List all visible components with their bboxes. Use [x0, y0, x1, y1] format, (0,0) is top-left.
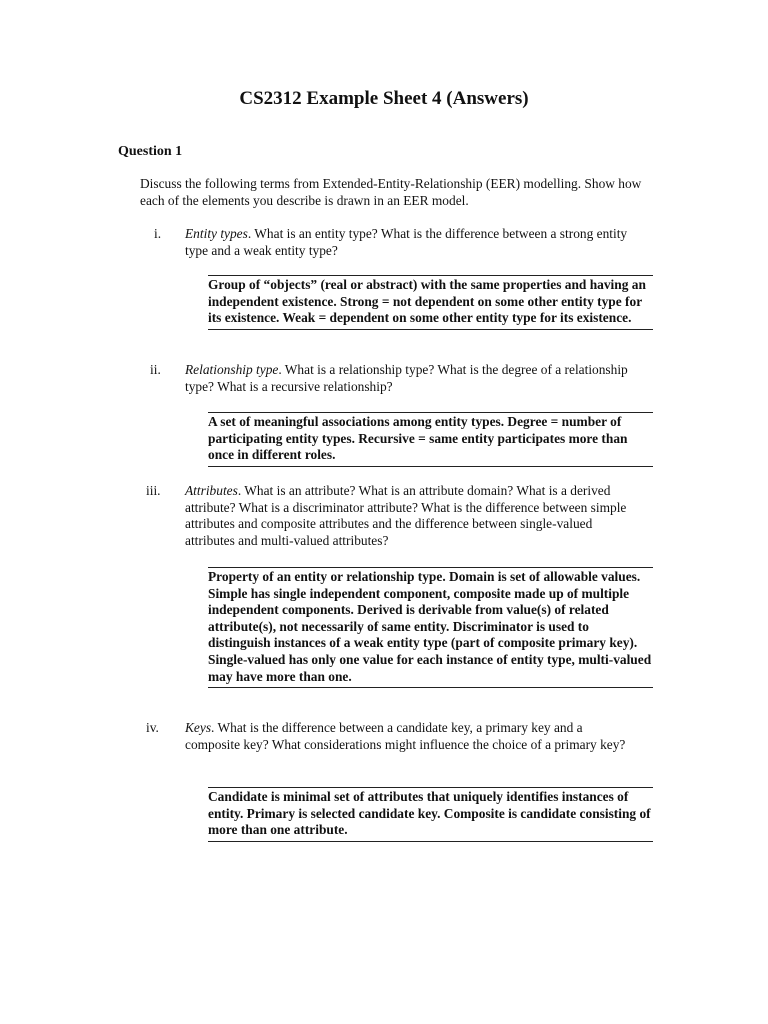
item-question-text: . What is an entity type? What is the difference between a strong entity type and a weak entity type? — [185, 226, 628, 258]
item-question-text: . What is a relationship type? What is the degree of a relationship type? What is a recursive relationship? — [185, 362, 628, 394]
item-question — [185, 720, 640, 753]
item-numeral: iii. — [146, 483, 161, 498]
item-numeral: i. — [154, 226, 162, 241]
item-question-text: . What is the difference between a candidate key, a primary key and a composite key? What considerations might influence the choice of a primary key? — [185, 720, 626, 752]
page-title: CS2312 Example Sheet 4 (Answers) — [239, 88, 529, 109]
answer-box: Property of an entity or relationship type. Domain is set of allowable values. Simple has single independent component, composite made up of multiple independent components. Derived is derivable from value(s) of related attribute(s), not necessarily of same entity. Discriminator is used to distinguish instances of a weak entity type (part of composite primary key). Single-valued has only one value for each instance of entity type, multi-valued may have more than one. — [208, 567, 653, 688]
question-intro: Discuss the following terms from Extended-Entity-Relationship (EER) modelling. Show how each of the elements you describe is drawn in an EER model. — [140, 176, 642, 208]
answer-box: A set of meaningful associations among entity types. Degree = number of participating entity types. Recursive = same entity participates more than once in different roles. — [208, 412, 653, 467]
answer-box: Candidate is minimal set of attributes that uniquely identifies instances of entity. Primary is selected candidate key. Composite is candidate consisting of more than one attribute. — [208, 787, 653, 842]
item-term: Attributes — [185, 483, 238, 498]
question-heading: Question 1 — [118, 144, 183, 159]
item-numeral: iv. — [146, 720, 159, 735]
item-term: Keys — [185, 720, 212, 735]
item-question-text: . What is an attribute? What is an attribute domain? What is a derived attribute? What is a discriminator attribute? What is the difference between simple attributes and composite attributes and the difference between single-valued attributes and multi-valued attributes? — [185, 483, 627, 548]
answer-box: Group of “objects” (real or abstract) with the same properties and having an independent existence. Strong = not dependent on some other entity type for its existence. Weak = dependent on some other entity type for its existence. — [208, 275, 653, 330]
item-numeral: ii. — [150, 362, 161, 377]
item-term: Relationship type — [185, 362, 279, 377]
item-question — [185, 362, 640, 395]
item-question — [185, 226, 640, 259]
item-question — [185, 483, 640, 549]
item-term: Entity types — [185, 226, 248, 241]
